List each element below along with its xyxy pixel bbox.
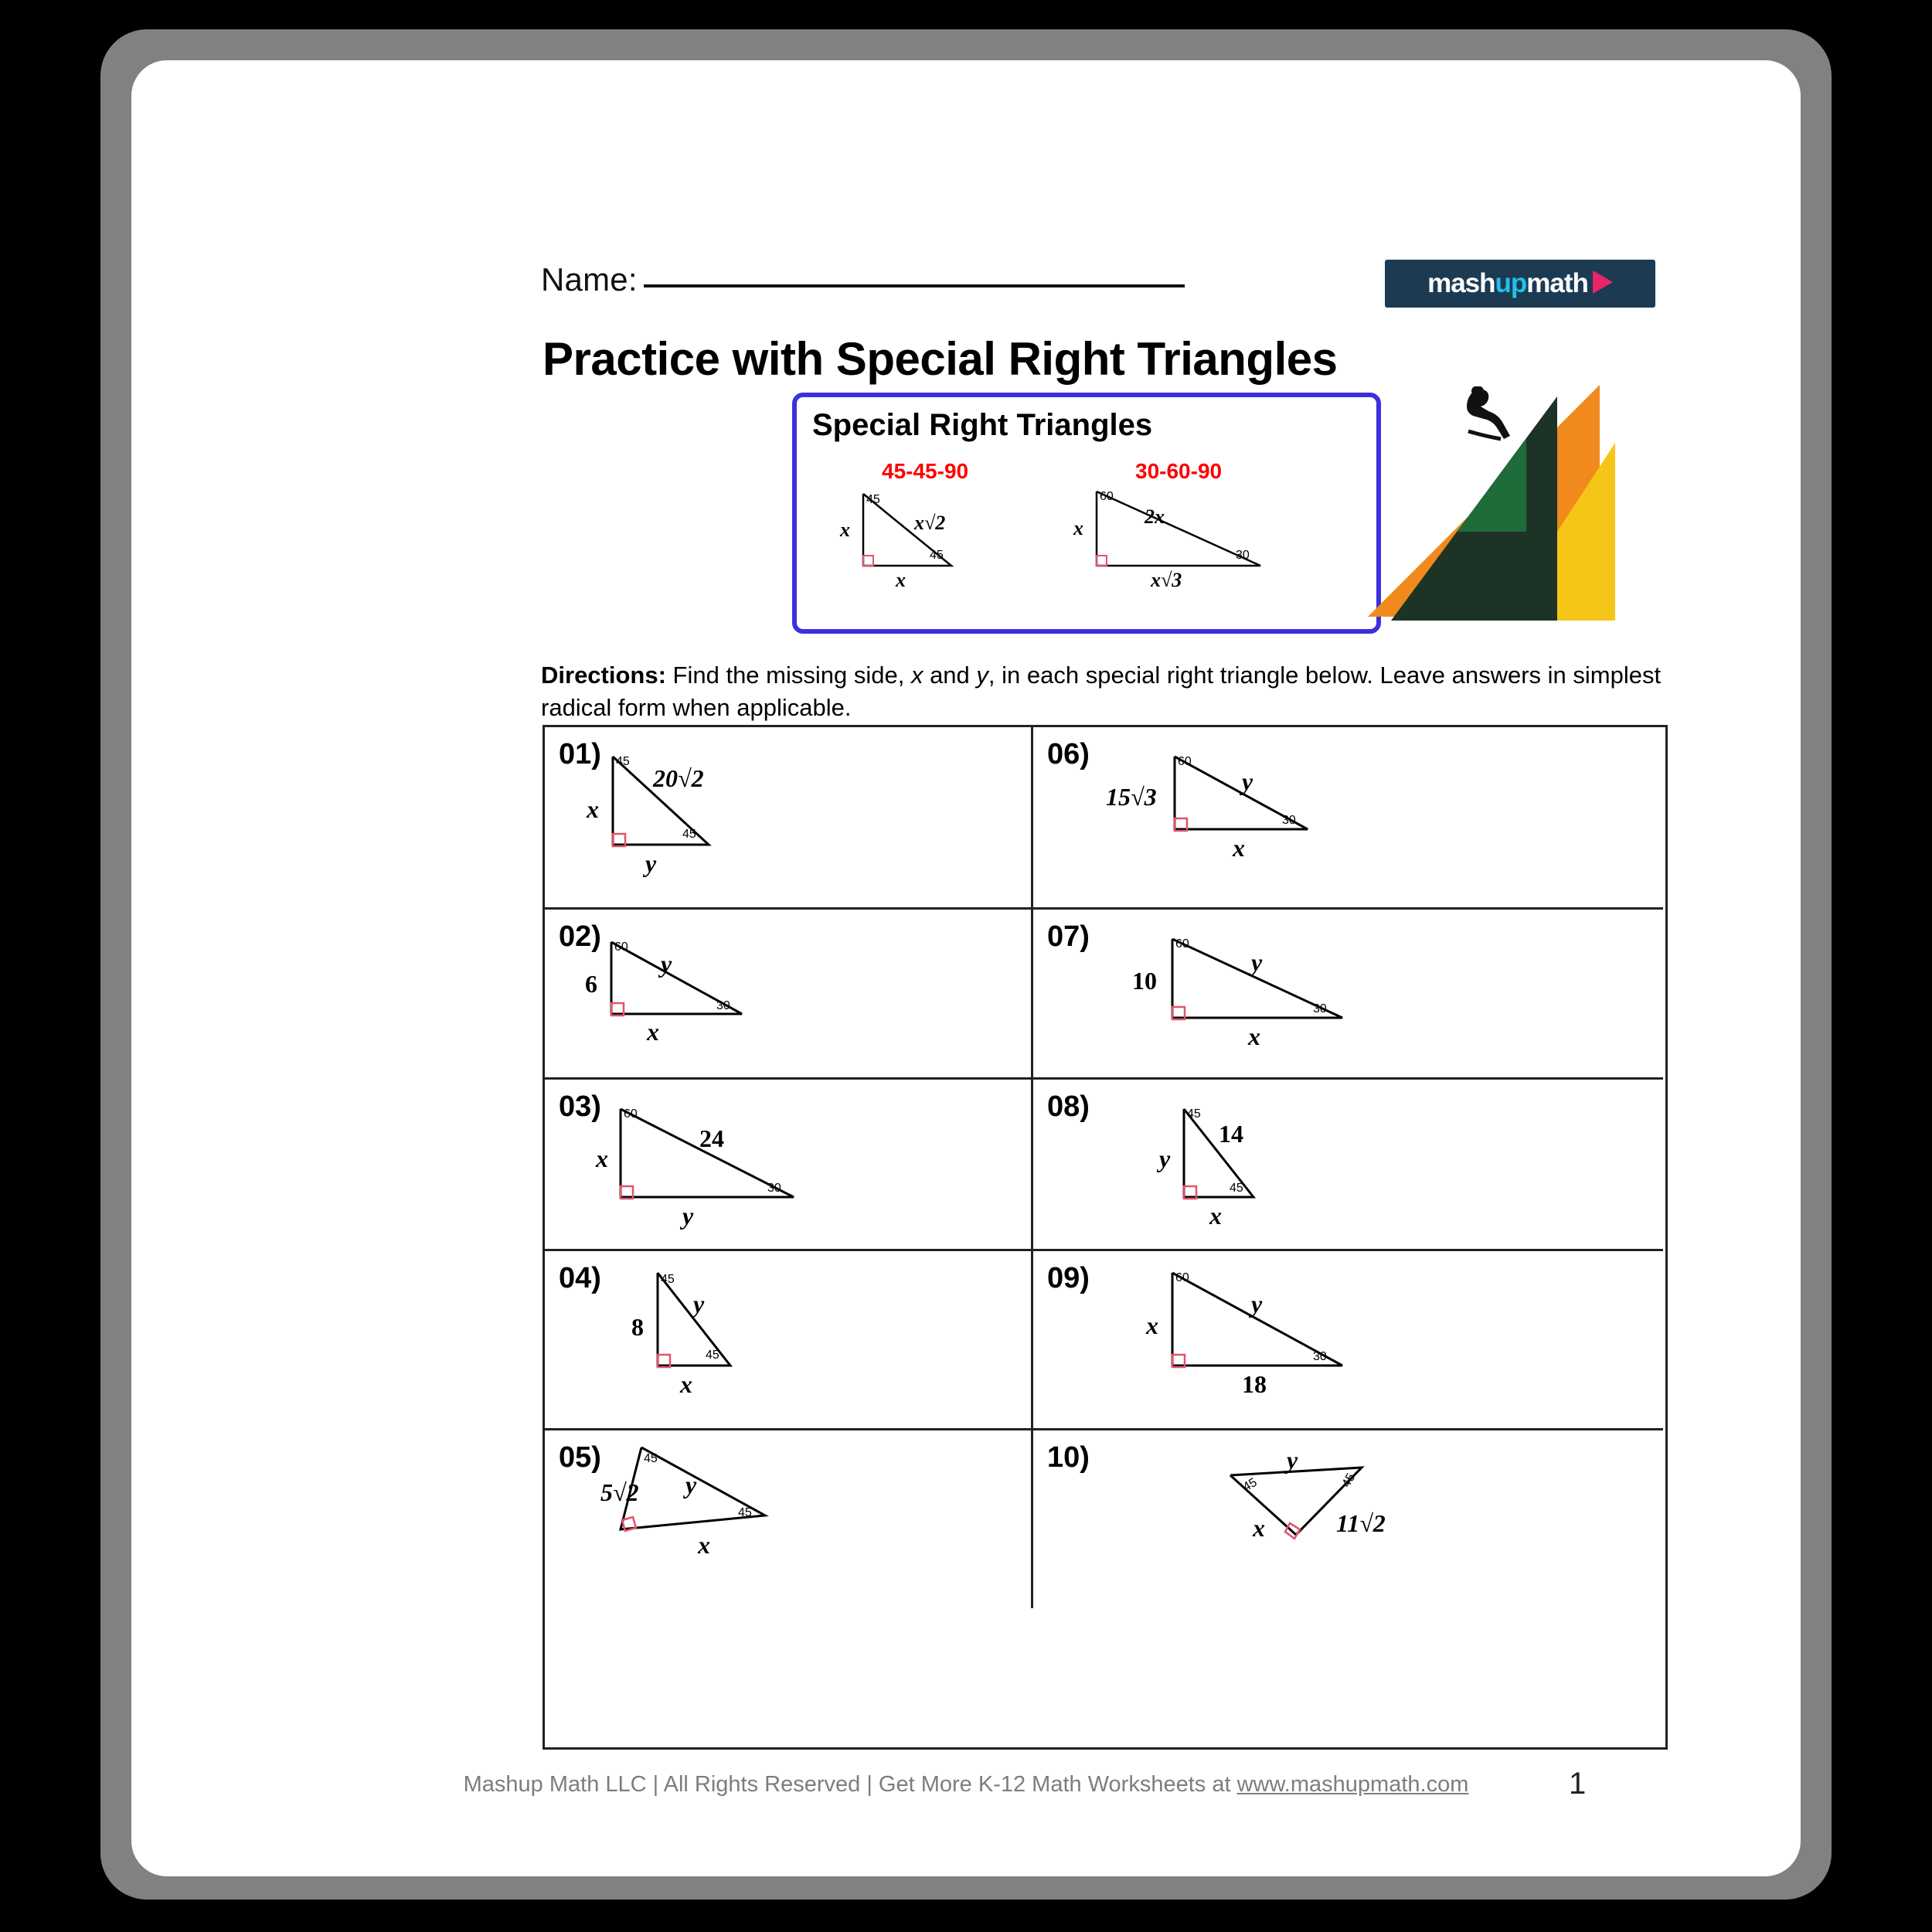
name-label: Name: (541, 261, 638, 298)
footer-link[interactable]: www.mashupmath.com (1236, 1772, 1469, 1797)
label-hypotenuse: y (1242, 767, 1253, 795)
name-blank-line[interactable] (644, 281, 1185, 287)
problem-number: 05) (559, 1441, 601, 1474)
label-left-side: 6 (585, 970, 597, 998)
reference-label-30: 30-60-90 (1135, 459, 1223, 483)
reference-leg-left: x (840, 519, 850, 541)
label-base: x (1233, 834, 1245, 862)
reference-hyp-right: 2x (1145, 505, 1165, 528)
label-hypotenuse: y (1287, 1446, 1298, 1474)
problem-cell-09 (1033, 1251, 1663, 1430)
problem-number: 10) (1047, 1441, 1090, 1474)
reference-angle-60-top: 60 (1100, 490, 1114, 503)
logo-part-math: math (1526, 268, 1588, 298)
label-base: x (1209, 1202, 1222, 1230)
reference-label-45: 45-45-90 (882, 459, 969, 483)
label-base: 11√2 (1336, 1509, 1386, 1537)
reference-hyp-left: x√2 (914, 512, 946, 534)
label-base: 18 (1242, 1370, 1267, 1398)
reference-box-heading: Special Right Triangles (812, 408, 1153, 442)
label-hypotenuse: y (685, 1471, 697, 1498)
label-hypotenuse: y (693, 1290, 705, 1318)
directions-label: Directions: (541, 662, 666, 689)
problem-number: 04) (559, 1262, 601, 1294)
directions-text-1: Find the missing side, (665, 662, 911, 689)
reference-leg-right: x (1073, 517, 1083, 539)
page-title: Practice with Special Right Triangles (543, 333, 1338, 385)
angle-bottom: 30 (716, 999, 730, 1012)
problem-number: 09) (1047, 1262, 1090, 1294)
label-hypotenuse: 24 (699, 1124, 724, 1152)
directions (541, 659, 1662, 724)
triangle-diagram (1033, 727, 1663, 910)
angle-top: 60 (614, 940, 628, 954)
problem-number: 03) (559, 1090, 601, 1123)
reference-base-right: x√3 (1151, 569, 1182, 591)
problem-number: 08) (1047, 1090, 1090, 1123)
label-left-side: x (1253, 1514, 1265, 1542)
angle-right: 45 (1339, 1471, 1359, 1490)
triangle-diagram (1033, 1251, 1663, 1430)
angle-top: 45 (661, 1273, 675, 1286)
logo-text (1427, 268, 1613, 299)
label-base: y (682, 1202, 694, 1230)
label-left-side: 5√2 (600, 1478, 639, 1506)
directions-text-3: , in each special right triangle below. Leave answers in simplest radical form when applicable. (541, 662, 1662, 721)
label-left-side: 10 (1132, 967, 1157, 995)
reference-angle-45-top: 45 (866, 493, 880, 506)
logo-part-mash: mash (1427, 268, 1495, 298)
label-left-side: x (596, 1145, 608, 1172)
footer-text: Mashup Math LLC | All Rights Reserved | Get More K-12 Math Worksheets at (463, 1772, 1237, 1797)
problem-cell-01 (545, 727, 1033, 910)
footer (131, 1772, 1801, 1798)
art-green-shape (1457, 439, 1526, 532)
directions-var-y: y (976, 662, 988, 689)
skater-silhouette-icon (1454, 386, 1524, 448)
problem-number: 01) (559, 738, 601, 770)
problem-cell-08 (1033, 1080, 1663, 1251)
directions-var-x: x (910, 662, 923, 689)
skateboard-illustration (1368, 385, 1615, 624)
label-left-side: x (1146, 1311, 1158, 1339)
label-left-side: 15√3 (1106, 783, 1157, 811)
problem-number: 06) (1047, 738, 1090, 770)
label-hypotenuse: 20√2 (653, 764, 704, 792)
reference-diagrams (797, 397, 1376, 629)
label-left-side: y (1159, 1145, 1171, 1172)
triangle-diagram (545, 1251, 1033, 1430)
angle-top: 45 (1187, 1107, 1201, 1121)
reference-base-left: x (896, 569, 906, 591)
angle-bottom: 45 (682, 828, 696, 841)
problem-grid (543, 725, 1668, 1750)
angle-top: 60 (1175, 937, 1189, 951)
angle-left: 45 (1240, 1475, 1260, 1495)
angle-top: 60 (1178, 755, 1192, 768)
angle-bottom: 30 (1313, 1002, 1327, 1015)
label-left-side: 8 (631, 1313, 644, 1341)
label-base: x (680, 1370, 692, 1398)
angle-bottom: 45 (706, 1349, 719, 1362)
angle-bottom: 30 (767, 1182, 781, 1195)
mashup-math-logo[interactable] (1385, 260, 1655, 308)
directions-text-2: and (923, 662, 977, 689)
angle-top: 45 (644, 1452, 658, 1465)
angle-top: 60 (624, 1107, 638, 1121)
angle-top: 45 (616, 755, 630, 768)
page-number: 1 (1569, 1767, 1587, 1801)
problem-cell-04 (545, 1251, 1033, 1430)
problem-cell-06 (1033, 727, 1663, 910)
play-triangle-icon (1593, 270, 1613, 294)
triangle-diagram (545, 1080, 1033, 1251)
problem-cell-02 (545, 910, 1033, 1080)
problem-cell-03 (545, 1080, 1033, 1251)
reference-angle-45-bottom: 45 (930, 549, 944, 562)
label-base: y (645, 849, 657, 877)
name-field-row (541, 261, 1185, 298)
angle-bottom: 45 (1230, 1182, 1243, 1195)
reference-angle-30-bottom: 30 (1236, 549, 1250, 562)
label-hypotenuse: y (1251, 948, 1263, 976)
problem-cell-05 (545, 1430, 1033, 1608)
triangle-diagram (545, 910, 1033, 1080)
reference-box (792, 393, 1381, 634)
triangle-diagram (1033, 910, 1663, 1080)
logo-part-up: up (1495, 268, 1527, 298)
triangle-diagram (1033, 1080, 1663, 1251)
label-hypotenuse: 14 (1219, 1120, 1243, 1148)
label-base: x (698, 1531, 710, 1559)
angle-bottom: 30 (1282, 814, 1296, 827)
label-hypotenuse: y (661, 950, 672, 978)
triangle-diagram (545, 1430, 1033, 1608)
problem-number: 07) (1047, 920, 1090, 953)
worksheet-page (131, 60, 1801, 1876)
angle-bottom: 45 (738, 1506, 752, 1519)
problem-number: 02) (559, 920, 601, 953)
label-left-side: x (587, 795, 599, 823)
problem-cell-07 (1033, 910, 1663, 1080)
angle-bottom: 30 (1313, 1350, 1327, 1363)
problem-cell-10 (1033, 1430, 1663, 1608)
label-hypotenuse: y (1251, 1290, 1263, 1318)
label-base: x (1248, 1022, 1260, 1050)
label-base: x (647, 1018, 659, 1046)
angle-top: 60 (1175, 1271, 1189, 1284)
